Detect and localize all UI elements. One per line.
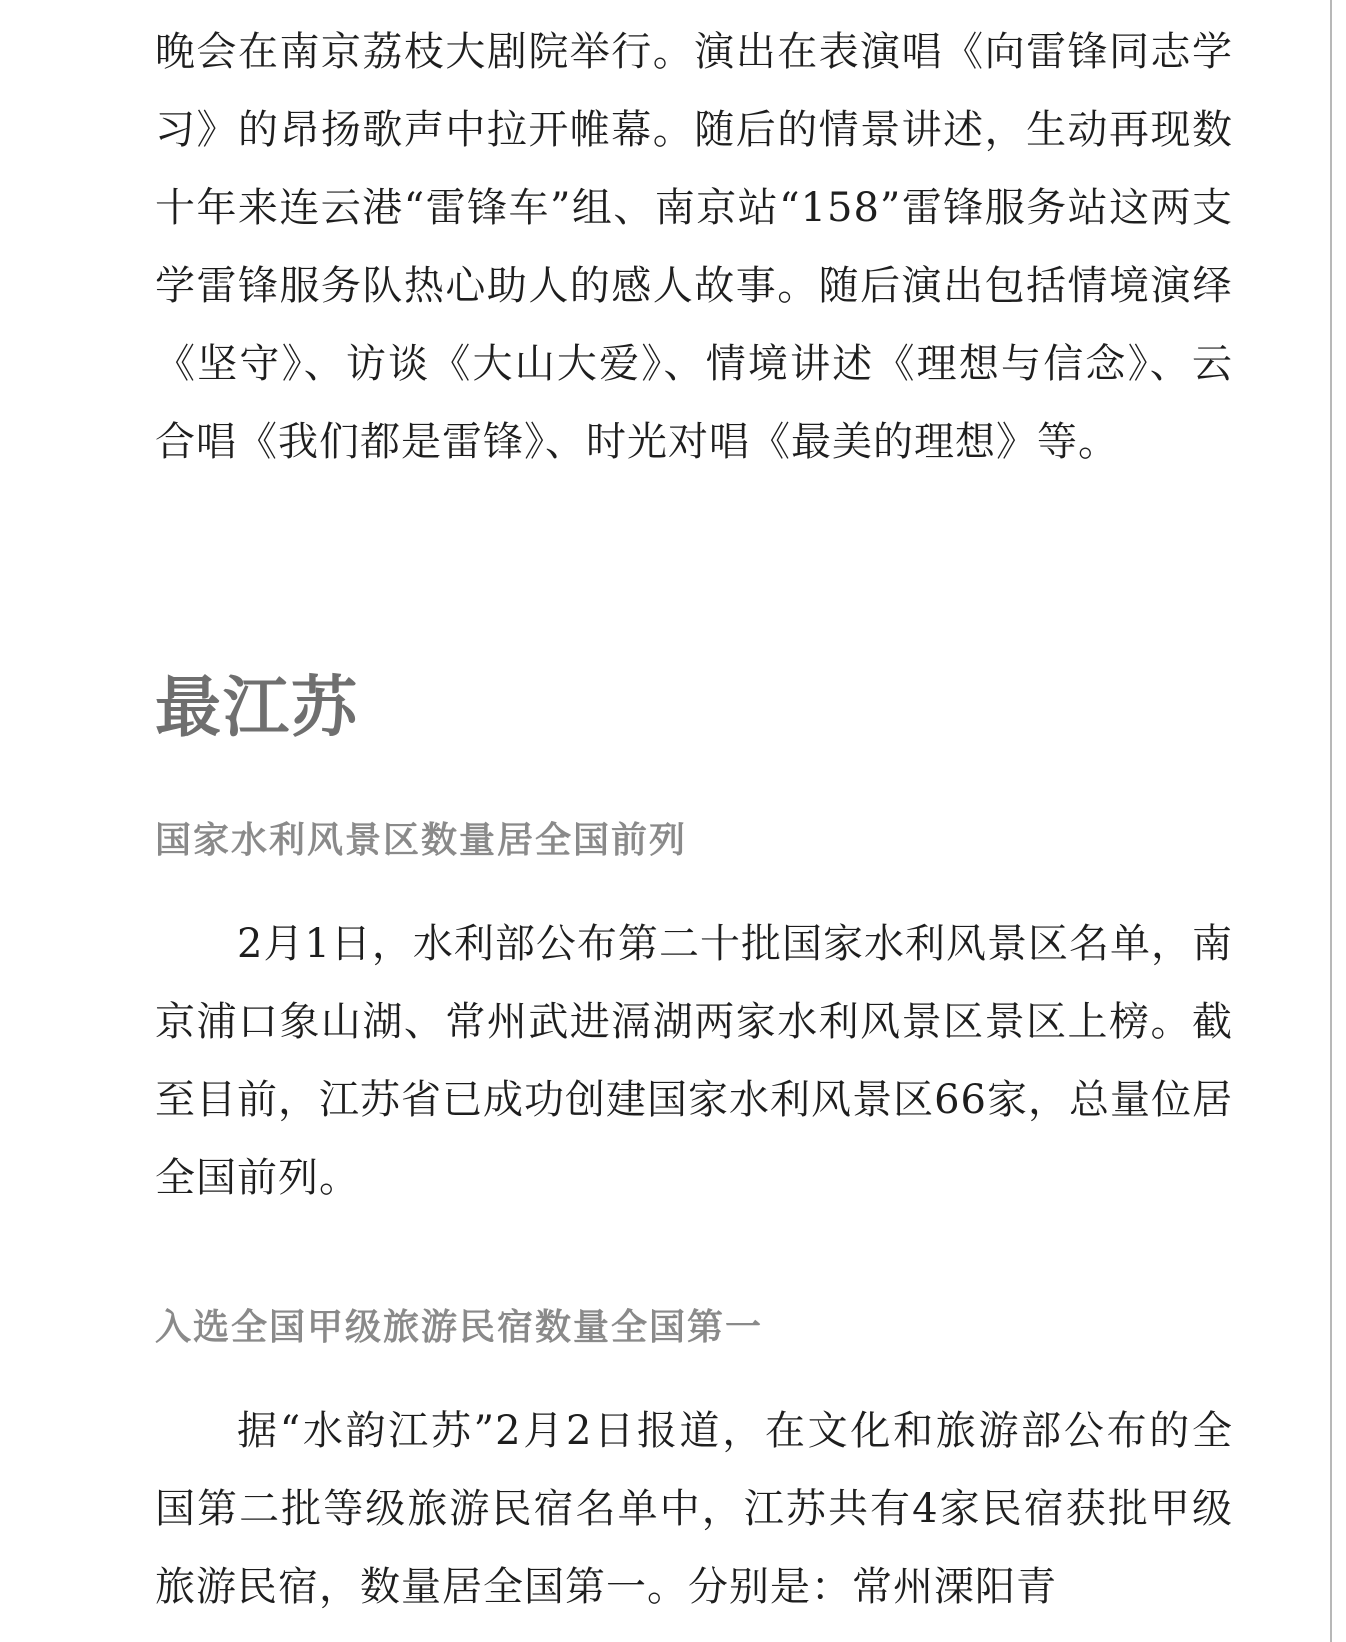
article-body-water-scenic: 2月1日，水利部公布第二十批国家水利风景区名单，南京浦口象山湖、常州武进滆湖两家水利风景区景区上榜。截至目前，江苏省已成功创建国家水利风景区66家，总量位居全国前列。 [155,921,1233,1201]
article-body-homestay: 据“水韵江苏”2月2日报道，在文化和旅游部公布的全国第二批等级旅游民宿名单中，江苏共有4家民宿获批甲级旅游民宿，数量居全国第一。分别是：常州溧阳青 [155,1408,1233,1610]
article-heading-water-scenic: 国家水利风景区数量居全国前列 [155,819,688,861]
page-edge-line [1330,0,1332,1642]
intro-paragraph: 晚会在南京荔枝大剧院举行。演出在表演唱《向雷锋同志学习》的昂扬歌声中拉开帷幕。随后的情景讲述，生动再现数十年来连云港“雷锋车”组、南京站“158”雷锋服务站这两支学雷锋服务队热心助人的感人故事。随后演出包括情境演绎《坚守》、访谈《大山大爱》、情境讲述《理想与信念》、云合唱《我们都是雷锋》、时光对唱《最美的理想》等。 [155,29,1233,465]
article-heading-homestay: 入选全国甲级旅游民宿数量全国第一 [155,1306,764,1348]
section-title: 最江苏 [155,669,359,746]
